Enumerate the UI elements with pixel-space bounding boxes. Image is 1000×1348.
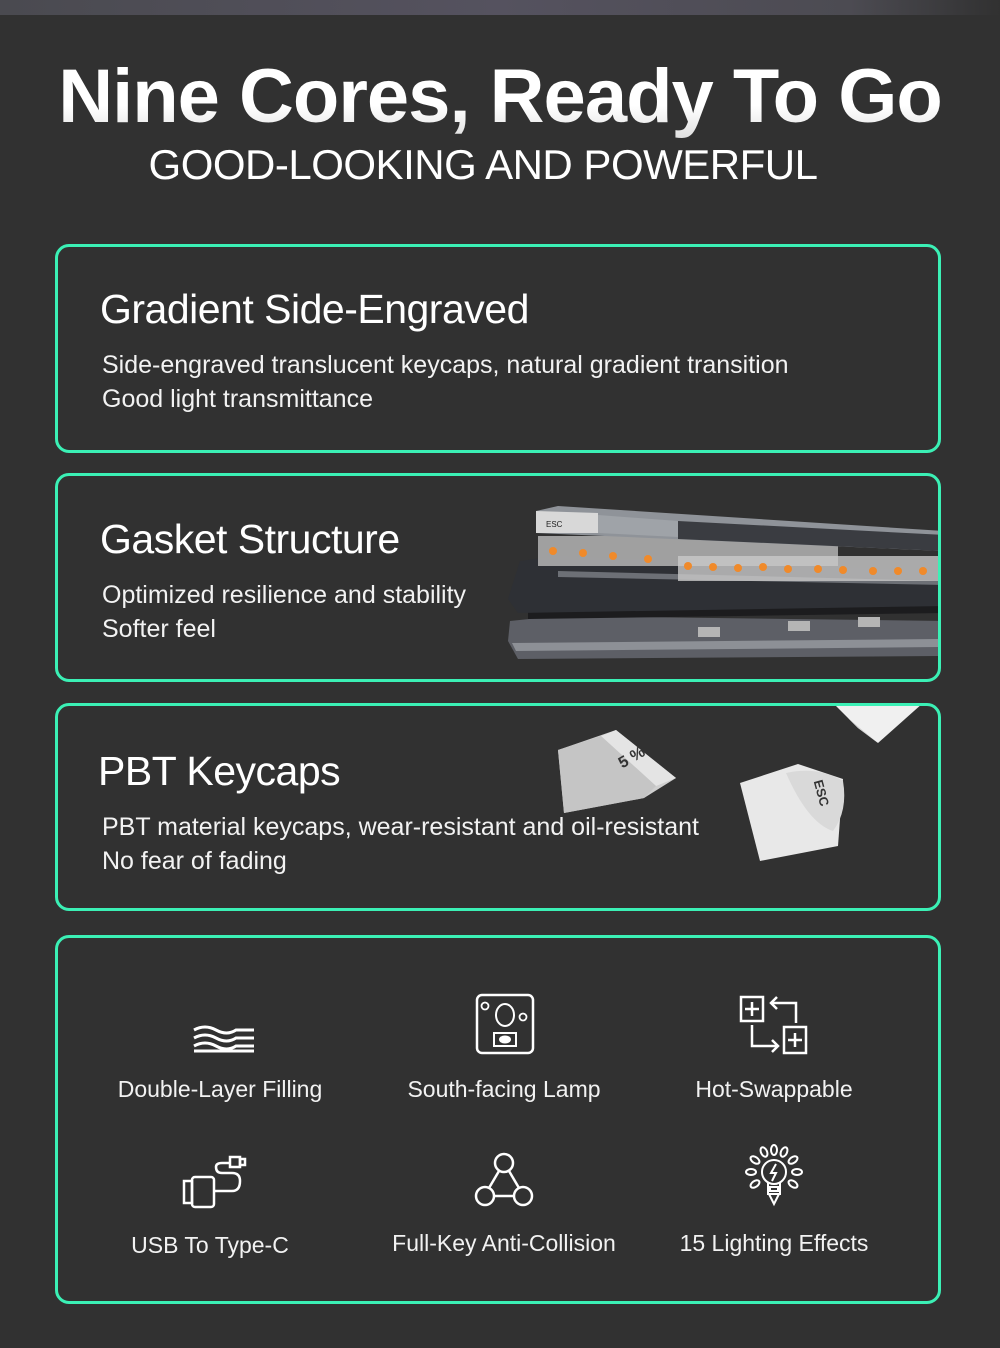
- card-description: [102, 578, 466, 646]
- keycap-partial-image: [828, 703, 928, 748]
- card-desc-line: Good light transmittance: [102, 385, 373, 413]
- feature-double-layer-filling: [80, 993, 360, 1102]
- feature-15-lighting-effects: [634, 1144, 914, 1256]
- switch-lamp-icon: [472, 993, 536, 1057]
- feature-label: Full-Key Anti-Collision: [392, 1230, 616, 1256]
- svg-text:ESC: ESC: [810, 778, 833, 808]
- features-grid-card: [55, 935, 941, 1304]
- card-description: [102, 810, 699, 878]
- keycap-5-image: [556, 728, 681, 818]
- feature-label: Double-Layer Filling: [117, 1076, 323, 1102]
- feature-label: South-facing Lamp: [407, 1076, 601, 1102]
- feature-usb-to-type-c: [70, 1151, 350, 1258]
- card-desc-line: Softer feel: [102, 615, 216, 643]
- card-title: PBT Keycaps: [98, 748, 341, 794]
- feature-card-gradient-side-engraved: [55, 244, 941, 453]
- feature-south-facing-lamp: [364, 993, 644, 1102]
- feature-hot-swappable: [634, 993, 914, 1102]
- feature-full-key-anti-collision: [364, 1151, 644, 1256]
- feature-card-pbt-keycaps: [55, 703, 941, 911]
- svg-text:5 %: 5 %: [615, 743, 649, 773]
- light-bulb-icon: [742, 1144, 806, 1210]
- top-bar: [0, 0, 1000, 15]
- card-desc-line: Optimized resilience and stability: [102, 581, 467, 609]
- card-title: Gasket Structure: [100, 516, 400, 562]
- keyboard-exploded-image: [498, 501, 941, 661]
- usb-cable-icon: [170, 1151, 250, 1211]
- card-desc-line: Side-engraved translucent keycaps, natural gradient transition: [102, 351, 789, 379]
- swap-icon: [734, 993, 814, 1057]
- feature-label: USB To Type-C: [131, 1232, 289, 1258]
- page-title: Nine Cores, Ready To Go: [0, 52, 1000, 142]
- feature-card-gasket-structure: [55, 473, 941, 682]
- card-title: Gradient Side-Engraved: [100, 286, 529, 332]
- card-description: [102, 348, 789, 416]
- waves-icon: [178, 993, 262, 1053]
- keycap-esc-image: [738, 761, 853, 866]
- card-desc-line: PBT material keycaps, wear-resistant and oil-resistant: [102, 813, 699, 841]
- page-subtitle: GOOD-LOOKING AND POWERFUL: [148, 141, 818, 188]
- triangle-nodes-icon: [472, 1151, 536, 1211]
- feature-label: Hot-Swappable: [695, 1076, 853, 1102]
- feature-label: 15 Lighting Effects: [679, 1230, 869, 1256]
- svg-text:ESC: ESC: [546, 520, 563, 529]
- card-desc-line: No fear of fading: [102, 847, 287, 875]
